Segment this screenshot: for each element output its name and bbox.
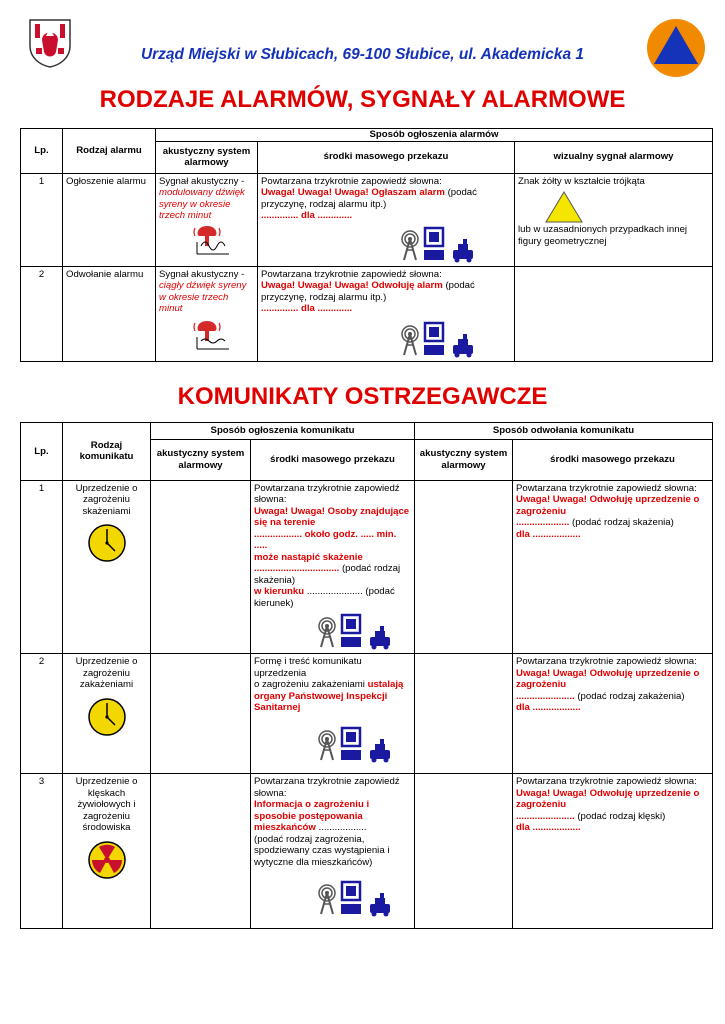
cancel-dla: dla .................. [516, 702, 581, 713]
media-intro: Formę i treść komunikatu uprzedzenia [254, 656, 362, 679]
cancel-note: (podać rodzaj skażenia) [569, 517, 674, 528]
media-intro: Powtarzana trzykrotnie zapowiedź słowna: [261, 268, 442, 280]
warning-name-cell [63, 774, 151, 929]
media-cell [251, 774, 415, 929]
col-visual: wizualny sygnał alarmowy [515, 141, 713, 173]
yellow-clock-icon [87, 697, 127, 737]
media-note: (podać rodzaj zagrożenia, spodziewany czas wystąpienia i wytyczne dla mieszkańców) [254, 833, 390, 868]
row-lp: 3 [21, 774, 63, 929]
warning-name: Uprzedzenie o klęskach żywiołowych i zagrożeniu środowiska [75, 776, 138, 833]
acoustic-description: modulowany dźwięk syreny w okresie trzech minut [159, 187, 245, 221]
media-cell [251, 480, 415, 654]
visual-alt-text: lub w uzasadnionych przypadkach innej figury geometrycznej [518, 224, 688, 247]
alarms-title: RODZAJE ALARMÓW, SYGNAŁY ALARMOWE [99, 86, 626, 113]
col-cancel: Sposób odwołania komunikatu [415, 423, 713, 440]
media-message: Uwaga! Uwaga! Uwaga! Ogłaszam alarm [261, 187, 445, 198]
acoustic-cell [151, 774, 251, 929]
media-intro: Powtarzana trzykrotnie zapowiedź słowna: [254, 776, 400, 799]
media-dots: ................................ [254, 563, 340, 574]
col-method: Sposób ogłoszenia alarmów [156, 129, 713, 142]
media-note: (podać przyczynę, rodzaj alarmu itp.) [261, 280, 475, 303]
col-warning-type: Rodzaj komunikatu [63, 423, 151, 481]
col-alarm-type: Rodzaj alarmu [63, 129, 156, 174]
media-intro: Powtarzana trzykrotnie zapowiedź słowna: [261, 175, 442, 187]
siren-icon [193, 224, 233, 256]
col-lp: Lp. [21, 129, 63, 174]
col-announce: Sposób ogłoszenia komunikatu [151, 423, 415, 440]
alarms-table [20, 128, 713, 362]
media-message: Uwaga! Uwaga! Uwaga! Odwołuję alarm [261, 280, 443, 291]
media-time: .................. około godz. ..... min. ..... [254, 528, 397, 551]
media-dla: .............. dla ............. [261, 210, 353, 221]
cancel-dots: .................... [516, 517, 570, 528]
media-message: ustalają organy Państwowej Inspekcji Sanitarnej [254, 679, 404, 713]
cancel-acoustic-cell [415, 654, 513, 774]
cancel-intro: Powtarzana trzykrotnie zapowiedź słowna: [516, 656, 697, 667]
media-dla: .............. dla ............. [261, 303, 353, 314]
media-icons [316, 613, 394, 651]
cancel-media-cell [513, 480, 713, 654]
acoustic-cell [156, 173, 258, 266]
row-lp: 2 [21, 654, 63, 774]
col-acoustic: akustyczny system alarmowy [156, 141, 258, 173]
cancel-message: Uwaga! Uwaga! Odwołuję uprzedzenie o zagrożeniu [516, 494, 700, 517]
visual-text: Znak żółty w kształcie trójkąta [518, 175, 645, 187]
cancel-media-cell [513, 774, 713, 929]
cancel-message: Uwaga! Uwaga! Odwołuję uprzedzenie o zagrożeniu [516, 787, 700, 810]
row-lp: 1 [21, 173, 63, 266]
col-media: środki masowego przekazu [251, 439, 415, 480]
cancel-intro: Powtarzana trzykrotnie zapowiedź słowna: [516, 776, 697, 787]
warning-name-cell [63, 654, 151, 774]
col-lp: Lp. [21, 423, 63, 481]
media-message: Informacja o zagrożeniu i sposobie postępowania mieszkańców [254, 799, 370, 833]
row-lp: 2 [21, 266, 63, 361]
table-row [21, 266, 713, 361]
col-cancel-acoustic: akustyczny system alarmowy [415, 439, 513, 480]
alarm-name: Ogłoszenie alarmu [63, 173, 156, 266]
acoustic-description: ciągły dźwięk syreny w okresie trzech minut [159, 280, 247, 314]
media-icons [316, 880, 394, 918]
warnings-title: KOMUNIKATY OSTRZEGAWCZE [177, 383, 548, 410]
media-note: (podać przyczynę, rodzaj alarmu itp.) [261, 187, 477, 210]
media-cell [251, 654, 415, 774]
media-icons [399, 226, 477, 264]
table-row [21, 480, 713, 654]
cancel-dots: ...................... [516, 690, 575, 702]
acoustic-cell [156, 266, 258, 361]
visual-cell [515, 173, 713, 266]
media-cell [258, 266, 515, 361]
table-row [21, 173, 713, 266]
acoustic-plain: Sygnał akustyczny - [159, 268, 245, 280]
alarm-name: Odwołanie alarmu [63, 266, 156, 361]
row-lp: 1 [21, 480, 63, 654]
media-message: Uwaga! Uwaga! Osoby znajdujące się na terenie [254, 505, 410, 528]
warning-name-cell [63, 480, 151, 654]
media-contamination: może nastąpić skażenie [254, 551, 363, 563]
cancel-acoustic-cell [415, 774, 513, 929]
acoustic-plain: Sygnał akustyczny - [159, 175, 245, 187]
cancel-intro: Powtarzana trzykrotnie zapowiedź słowna: [516, 482, 697, 494]
warning-name: Uprzedzenie o zagrożeniu skażeniami [75, 482, 138, 517]
media-icons [316, 726, 394, 764]
media-text: o zagrożeniu zakażeniami [254, 679, 368, 690]
media-direction-note: ..................... (podać kierunek) [254, 586, 395, 609]
visual-cell [515, 266, 713, 361]
media-note: (podać rodzaj skażenia) [254, 563, 401, 586]
media-direction: w kierunku [254, 586, 305, 597]
yellow-triangle-icon [544, 190, 584, 224]
media-intro: Powtarzana trzykrotnie zapowiedź słowna: [254, 482, 400, 505]
cancel-note: (podać rodzaj zakażenia) [574, 690, 685, 702]
col-cancel-media: środki masowego przekazu [513, 439, 713, 480]
acoustic-cell [151, 654, 251, 774]
media-cell [258, 173, 515, 266]
table-row [21, 774, 713, 929]
cancel-dots: ...................... [516, 810, 575, 822]
yellow-clock-icon [87, 523, 127, 563]
acoustic-cell [151, 480, 251, 654]
cancel-media-cell [513, 654, 713, 774]
warnings-table [20, 422, 713, 929]
media-icons [399, 321, 477, 359]
col-media: środki masowego przekazu [258, 141, 515, 173]
cancel-dla: dla .................. [516, 528, 581, 540]
header-title: Urząd Miejski w Słubicach, 69-100 Słubice, ul. Akademicka 1 [140, 46, 585, 63]
warning-name: Uprzedzenie o zagrożeniu zakażeniami [75, 656, 138, 690]
media-dots: .................. [315, 822, 367, 833]
siren-icon [193, 319, 233, 351]
cancel-acoustic-cell [415, 480, 513, 654]
cancel-message: Uwaga! Uwaga! Odwołuję uprzedzenie o zagrożeniu [516, 667, 700, 690]
cancel-note: (podać rodzaj klęski) [574, 810, 666, 822]
table-row [21, 654, 713, 774]
col-acoustic: akustyczny system alarmowy [151, 439, 251, 480]
cancel-dla: dla .................. [516, 822, 581, 833]
radiation-hazard-icon [87, 840, 127, 880]
